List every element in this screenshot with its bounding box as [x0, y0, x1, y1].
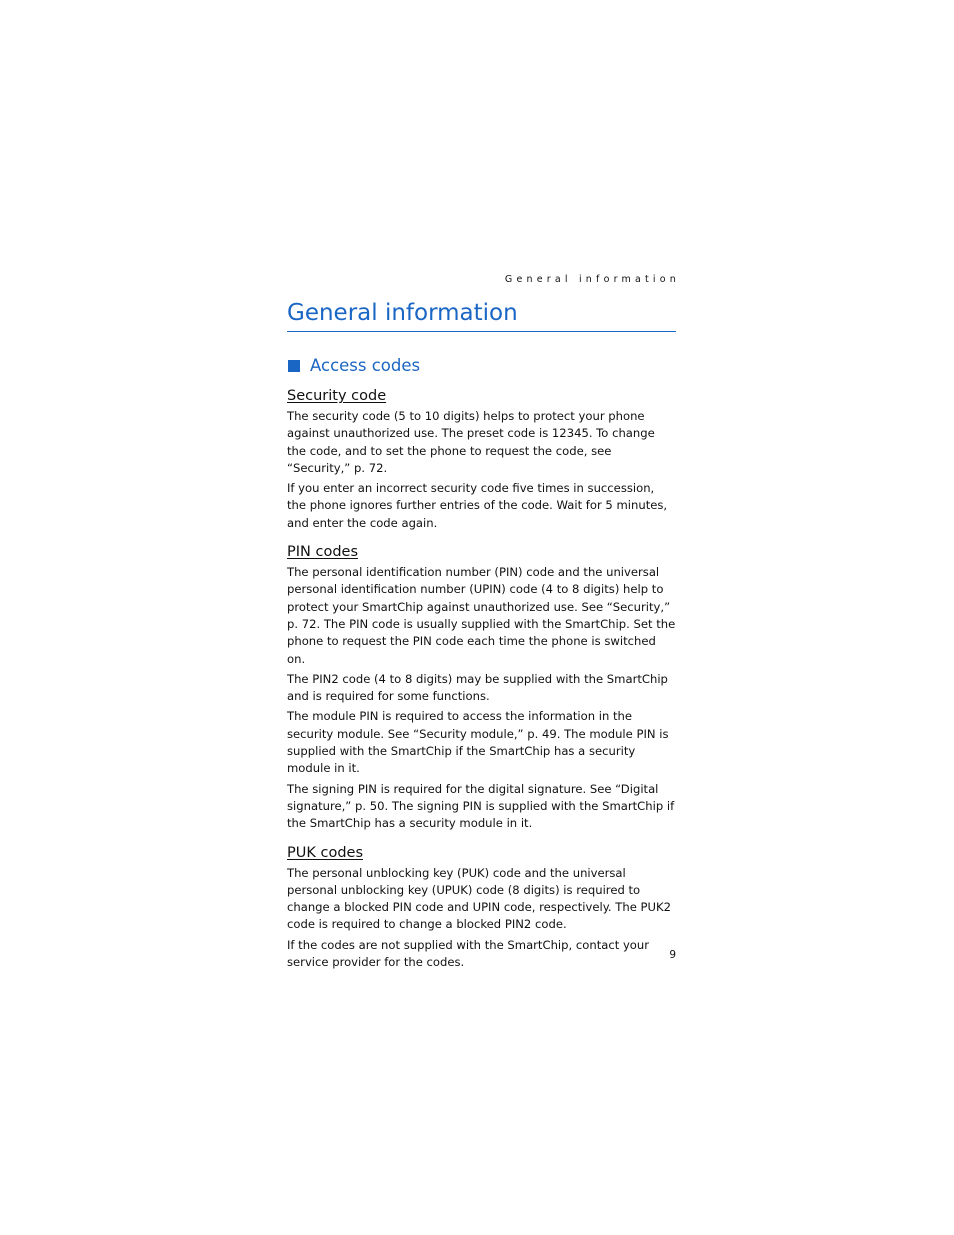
paragraph: If the codes are not supplied with the SmartChip, contact your service provider for the codes. — [287, 937, 650, 970]
section-heading — [287, 355, 676, 377]
paragraph: The signing PIN is required for the digital signature. See “Digital signature,” p. 50. The signing PIN is supplied with the SmartChip if the SmartChip has a security module in it. — [287, 781, 675, 831]
running-header: General information — [504, 274, 680, 285]
subsection-title-pin-codes: PIN codes — [287, 544, 358, 561]
chapter-title: General information — [287, 298, 676, 332]
paragraph: The module PIN is required to access the information in the security module. See “Security module,” p. 49. The module PIN is supplied with the SmartChip if the SmartChip has a security module in it. — [287, 709, 669, 776]
subsection-title-puk-codes: PUK codes — [287, 844, 363, 861]
document-page — [287, 272, 680, 971]
paragraph: The personal identification number (PIN) code and the universal personal identification number (UPIN) code (4 to 8 digits) help to protect your SmartChip against unauthorized use. See “Security,” p. 72. The PIN code is usually supplied with the SmartChip. Set the phone to request the PIN code each time the phone is switched on. — [287, 565, 676, 666]
square-bullet-icon — [288, 360, 300, 372]
paragraph: If you enter an incorrect security code five times in succession, the phone ignores further entries of the code. Wait for 5 minutes, and enter the code again. — [287, 481, 668, 530]
page-number: 9 — [669, 949, 676, 961]
subsection-title-security-code: Security code — [287, 388, 387, 404]
paragraph: The PIN2 code (4 to 8 digits) may be supplied with the SmartChip and is required for some functions. — [287, 671, 668, 704]
paragraph: The security code (5 to 10 digits) helps to protect your phone against unauthorized use. The preset code is 12345. To change the code, and to set the phone to request the code, see “Security,” p. 72. — [287, 409, 655, 475]
section-title: Access codes — [310, 356, 421, 375]
paragraph: The personal unblocking key (PUK) code and the universal personal unblocking key (UPUK) code (8 digits) is required to change a blocked PIN code and UPIN code, respectively. The PUK2 code is required to change a blocked PIN2 code. — [287, 865, 671, 932]
